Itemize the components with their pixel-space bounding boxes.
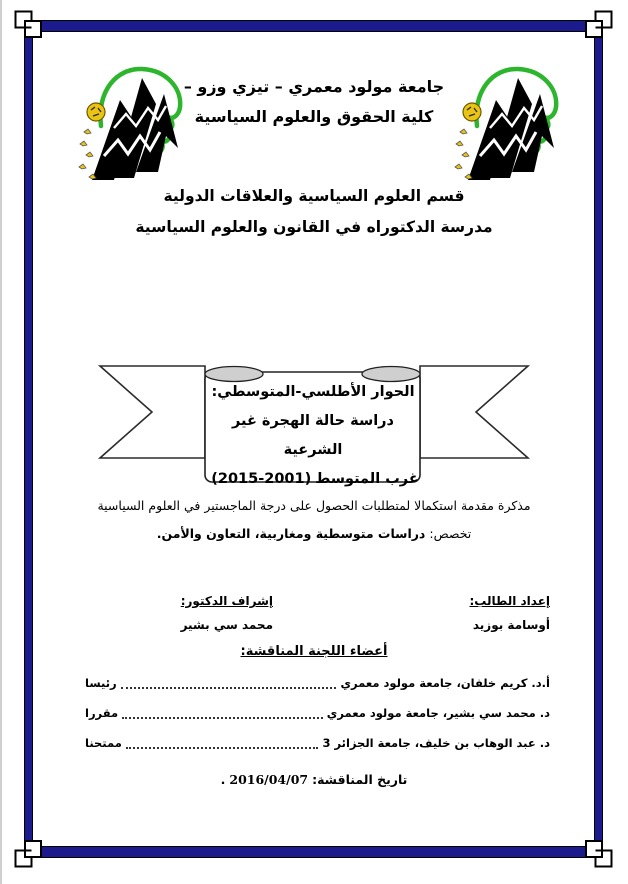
corner-ornament-icon — [14, 838, 44, 868]
specialty-value: دراسات متوسطية ومغاربية، التعاون والأمن. — [156, 526, 426, 541]
student-label: إعداد الطالب: — [469, 594, 550, 608]
thesis-years: (2015-2001) — [211, 471, 312, 487]
defense-date-period: . — [220, 772, 226, 787]
doctoral-school-name: مدرسة الدكتوراه في القانون والعلوم السياسية — [135, 218, 493, 236]
dot-leader — [122, 717, 323, 719]
header-text-block — [165, 72, 463, 132]
department-text-block — [60, 181, 568, 243]
defense-date-value: 2016/04/07 — [229, 772, 309, 787]
thesis-title-line1: الحوار الأطلسي-المتوسطي: — [211, 384, 415, 400]
department-name: قسم العلوم السياسية والعلاقات الدولية — [163, 187, 465, 205]
committee-list — [85, 668, 550, 758]
university-logo-icon — [446, 60, 581, 188]
committee-member-row — [85, 668, 550, 698]
committee-heading: أعضاء اللجنة المناقشة: — [240, 644, 388, 659]
corner-ornament-icon — [14, 10, 44, 40]
thesis-specialty-line — [40, 520, 588, 548]
title-ribbon-banner — [95, 358, 533, 488]
defense-date-label: تاريخ المناقشة: — [312, 772, 408, 787]
thesis-title-line2: دراسة حالة الهجرة غير الشرعية — [232, 413, 394, 458]
committee-member-row — [85, 728, 550, 758]
page-scan-edge — [0, 0, 2, 884]
thesis-title-line3: غرب المتوسط(2015-2001) — [211, 471, 419, 487]
corner-ornament-icon — [583, 838, 613, 868]
committee-member-role: ممتحنا — [85, 736, 122, 750]
university-name: جامعة مولود معمري – تيزي وزو – — [183, 77, 445, 96]
committee-member-row — [85, 698, 550, 728]
dot-leader — [121, 687, 337, 689]
corner-ornament-icon — [583, 10, 613, 40]
supervisor-name: محمد سي بشير — [180, 618, 273, 632]
supervisor-label: إشراف الدكتور: — [180, 594, 273, 608]
student-name: أوسامة بوزيد — [472, 618, 550, 632]
committee-member-name: د. محمد سي بشير، جامعة مولود معمري — [326, 706, 550, 720]
faculty-name: كلية الحقوق والعلوم السياسية — [194, 107, 434, 126]
supervisor-block — [181, 594, 273, 632]
committee-member-role: مقررا — [85, 706, 119, 720]
specialty-label: تخصص: — [429, 526, 472, 541]
dot-leader — [126, 747, 319, 749]
committee-member-name: د. عبد الوهاب بن خليف، جامعة الجزائر 3 — [322, 736, 550, 750]
committee-member-role: رئيسا — [85, 676, 117, 690]
thesis-note-block — [40, 492, 588, 548]
student-block — [469, 594, 550, 632]
thesis-note-line1: مذكرة مقدمة استكمالا لمتطلبات الحصول على درجة الماجستير في العلوم السياسية — [97, 498, 531, 513]
defense-date-line — [0, 772, 628, 787]
committee-member-name: أ.د. كريم خلفان، جامعة مولود معمري — [340, 676, 550, 690]
thesis-title — [207, 378, 419, 494]
